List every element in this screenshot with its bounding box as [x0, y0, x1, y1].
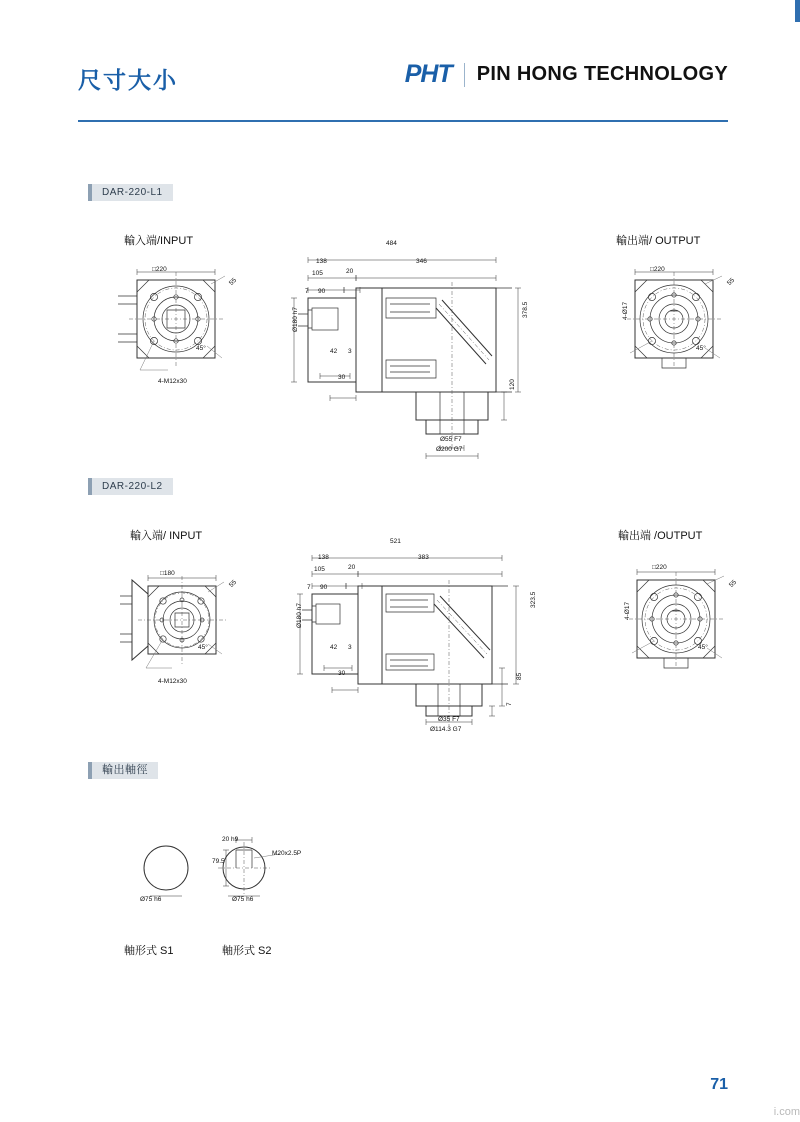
dim-l2-90: 90	[320, 584, 328, 591]
dim-l2-input-bolt: 4-M12x30	[158, 678, 187, 685]
dim-l2-total-length: 521	[390, 538, 401, 545]
dim-l1-30: 30	[338, 374, 346, 381]
dim-s2-thread: M20x2.5P	[272, 850, 302, 857]
dim-s2-diameter: Ø75 h6	[232, 896, 254, 903]
input-label-l2: 輸入端/ INPUT	[130, 530, 203, 542]
drawing-l1-input-view	[110, 258, 240, 383]
dim-l1-3: 3	[348, 348, 352, 355]
dim-l2-input-angle: 45°	[198, 644, 208, 651]
dim-l2-output-corner: 55	[728, 578, 739, 589]
dim-l2-383: 383	[418, 554, 429, 561]
dim-l2-input-corner: 55	[228, 578, 239, 589]
dim-l2-20: 20	[348, 564, 356, 571]
drawing-shaft-s1	[138, 842, 198, 902]
dim-l1-output-corner: 55	[726, 276, 737, 287]
dim-l1-total-length: 484	[386, 240, 397, 247]
dim-l1-flange: Ø200 G7	[436, 446, 463, 453]
dim-l2-pilot: Ø35 F7	[438, 716, 460, 723]
dim-l1-input-angle: 45°	[196, 345, 206, 352]
dim-l1-42: 42	[330, 348, 338, 355]
dim-l1-height: 378.5	[522, 301, 529, 318]
header-divider	[78, 120, 728, 122]
dim-l1-7: 7	[305, 288, 309, 295]
output-label-l2: 輸出端 /OUTPUT	[618, 530, 703, 542]
caption-shaft-s1: 軸形式 S1	[124, 945, 174, 957]
edge-marker	[795, 0, 800, 22]
page-number: 71	[710, 1076, 728, 1093]
brand-divider	[464, 63, 465, 87]
dim-l2-138: 138	[318, 554, 329, 561]
watermark-text: i.com	[773, 1106, 800, 1118]
dim-l2-height: 323.5	[530, 591, 537, 608]
dim-s2-key-height: 79.5	[212, 858, 225, 865]
dim-l1-346: 346	[416, 258, 427, 265]
dim-l1-pilot: Ø55 F7	[440, 436, 462, 443]
dim-l2-3: 3	[348, 644, 352, 651]
dim-l2-output-square: □220	[652, 564, 667, 571]
page-title: 尺寸大小	[78, 67, 178, 93]
dim-l1-shaft-dia: Ø180 h7	[292, 307, 299, 332]
dim-l1-input-corner: 55	[228, 276, 239, 287]
dim-l1-output-angle: 45°	[696, 345, 706, 352]
section-tag-output-shaft: 輸出軸徑	[88, 762, 158, 779]
dim-l2-42: 42	[330, 644, 338, 651]
section-tag-dar-220-l1: DAR-220-L1	[88, 184, 173, 201]
brand-name: PIN HONG TECHNOLOGY	[476, 63, 728, 85]
input-label-l1: 輸入端/INPUT	[124, 235, 194, 247]
dim-l1-105: 105	[312, 270, 323, 277]
dim-l1-input-square: □220	[152, 266, 167, 273]
dim-l1-90: 90	[318, 288, 326, 295]
dim-s1-diameter: Ø75 h6	[140, 896, 162, 903]
dim-l1-138: 138	[316, 258, 327, 265]
dim-l2-7: 7	[307, 584, 311, 591]
dim-l2-105: 105	[314, 566, 325, 573]
dim-l2-output-holes: 4-Ø17	[624, 601, 631, 620]
dim-l1-120: 120	[509, 379, 516, 390]
drawing-l1-output-view	[610, 258, 740, 383]
caption-shaft-s2: 軸形式 S2	[222, 945, 272, 957]
dim-l1-output-holes: 4-Ø17	[622, 301, 629, 320]
dim-l1-20: 20	[346, 268, 354, 275]
drawing-l2-input-view	[112, 556, 242, 684]
dim-s2-key-width: 20 h9	[222, 836, 239, 843]
dim-l2-85: 85	[516, 672, 523, 680]
output-label-l1: 輸出端/ OUTPUT	[616, 235, 701, 247]
dim-l2-30: 30	[338, 670, 346, 677]
dim-l2-input-square: □180	[160, 570, 175, 577]
dim-l2-7b: 7	[506, 702, 513, 706]
brand-block	[405, 60, 728, 89]
section-tag-dar-220-l2: DAR-220-L2	[88, 478, 173, 495]
drawing-l2-output-view	[612, 556, 742, 684]
dim-l2-flange: Ø114.3 G7	[430, 726, 462, 733]
dim-l1-output-square: □220	[650, 266, 665, 273]
drawing-l1-side-view	[290, 252, 530, 462]
dim-l2-shaft-dia: Ø180 h7	[296, 603, 303, 628]
pht-logo: PHT	[404, 60, 452, 88]
dim-l1-input-bolt: 4-M12x30	[158, 378, 187, 385]
dim-l2-output-angle: 45°	[698, 644, 708, 651]
